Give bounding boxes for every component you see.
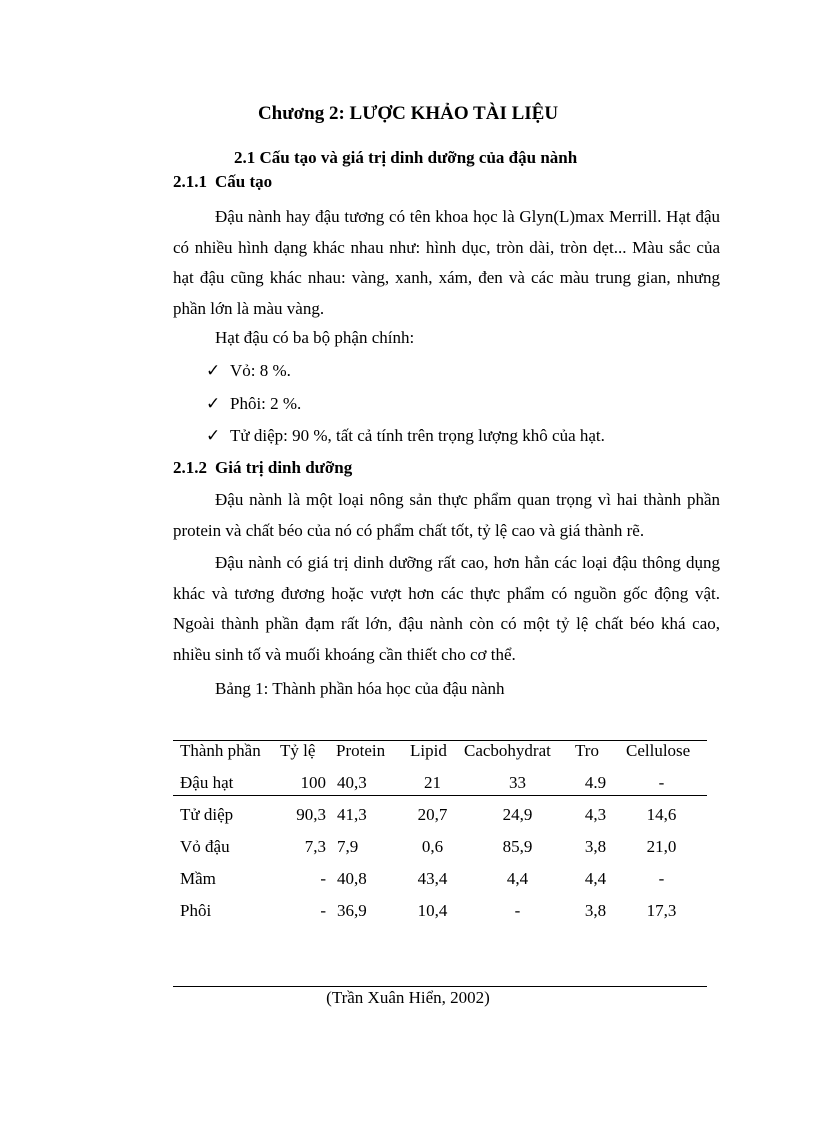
table-row: [173, 837, 707, 869]
bullet-text: Vỏ: 8 %.: [230, 361, 291, 380]
table-header-cell: Lipid: [410, 741, 447, 760]
table-caption: Bảng 1: Thành phần hóa học của đậu nành: [215, 679, 505, 698]
table-header-row: [173, 741, 707, 773]
table-cell: 4,3: [584, 805, 607, 824]
bullet-item: [206, 394, 301, 414]
table-cell: Phôi: [180, 901, 212, 920]
chapter-title: Chương 2: LƯỢC KHẢO TÀI LIỆU: [257, 103, 559, 124]
table-row: [173, 869, 707, 901]
subsection-title: Cấu tạo: [215, 172, 273, 191]
table-cell: 40,3: [337, 773, 367, 792]
table-header-rule: [173, 795, 707, 796]
subsection-title: Giá trị dinh dưỡng: [215, 458, 353, 477]
section-title: 2.1 Cấu tạo và giá trị dinh dưỡng của đậu nành: [234, 148, 578, 167]
table-cell: 85,9: [502, 837, 533, 856]
table-cell: 36,9: [337, 901, 367, 920]
table-header-cell: Cacbohydrat: [464, 741, 551, 760]
table-cell: Đậu hạt: [180, 773, 234, 792]
parts-intro: Hạt đậu có ba bộ phận chính:: [215, 328, 415, 347]
bullet-text: Tử diệp: 90 %, tất cả tính trên trọng lượng khô của hạt.: [230, 426, 605, 445]
table-row: [173, 773, 707, 805]
table-cell: 3,8: [584, 837, 607, 856]
table-row: [173, 805, 707, 837]
checkmark-icon: ✓: [206, 426, 221, 445]
table-cell: 43,4: [417, 869, 448, 888]
table-cell: 7,3: [304, 837, 326, 856]
bullet-item: [206, 361, 291, 381]
table-cell: 4,4: [584, 869, 607, 888]
table-cell: 24,9: [502, 805, 533, 824]
composition-table: [173, 741, 707, 933]
table-cell: Vỏ đậu: [180, 837, 230, 856]
table-cell: 90,3: [296, 805, 326, 824]
table-cell: 100: [300, 773, 326, 792]
paragraph-structure: Đậu nành hay đậu tương có tên khoa học là Glyn(L)max Merrill. Hạt đậu có nhiều hình dạng khác nhau như: hình dục, tròn dài, tròn dẹt... Màu sắc của hạt đậu cũng khác nhau: vàng, xanh, xám, đen và các màu trung gian, nhưng phần lớn là màu vàng.: [173, 207, 720, 318]
table-header-cell: Thành phần: [180, 741, 261, 760]
table-cell: Mầm: [180, 869, 216, 888]
table-cell: 10,4: [417, 901, 448, 920]
subsection-heading-structure: [173, 172, 272, 192]
table-cell: -: [658, 773, 665, 792]
table-header-cell: Cellulose: [626, 741, 691, 760]
table-cell: -: [320, 901, 326, 920]
table-row: [173, 901, 707, 933]
table-cell: 0,6: [421, 837, 444, 856]
table-header-cell: Tỷ lệ: [280, 741, 316, 760]
table-source: (Trần Xuân Hiển, 2002): [326, 988, 490, 1007]
checkmark-icon: ✓: [206, 361, 221, 380]
bullet-item: [206, 426, 605, 446]
table-cell: 3,8: [584, 901, 607, 920]
paragraph-nutrition-1: Đậu nành là một loại nông sản thực phẩm quan trọng vì hai thành phần protein và chất béo của nó có phẩm chất tốt, tỷ lệ cao và giá thành rẽ.: [173, 490, 720, 540]
subsection-number: 2.1.2: [173, 458, 207, 477]
table-cell: 14,6: [646, 805, 677, 824]
table-cell: 7,9: [337, 837, 359, 856]
paragraph-nutrition-2: Đậu nành có giá trị dinh dưỡng rất cao, hơn hẳn các loại đậu thông dụng khác và tương đương hoặc vượt hơn các thực phẩm có nguồn gốc động vật. Ngoài thành phần đạm rất lớn, đậu nành còn có một tỷ lệ chất béo khá cao, nhiều sinh tố và muối khoáng cần thiết cho cơ thể.: [173, 553, 720, 664]
table-cell: 4.9: [584, 773, 607, 792]
subsection-heading-nutrition: [173, 458, 352, 478]
checkmark-icon: ✓: [206, 394, 221, 413]
table-cell: 17,3: [646, 901, 677, 920]
subsection-number: 2.1.1: [173, 172, 207, 191]
table-cell: 21,0: [646, 837, 677, 856]
bullet-text: Phôi: 2 %.: [230, 394, 302, 413]
table-cell: 33: [509, 773, 526, 792]
table-cell: -: [658, 869, 665, 888]
table-cell: 21: [424, 773, 441, 792]
table-cell: Tử diệp: [180, 805, 234, 824]
table-cell: -: [514, 901, 521, 920]
table-cell: 41,3: [337, 805, 367, 824]
table-cell: 4,4: [506, 869, 529, 888]
table-cell: 20,7: [417, 805, 448, 824]
table-header-cell: Protein: [336, 741, 386, 760]
table-cell: 40,8: [337, 869, 367, 888]
table-header-cell: Tro: [575, 741, 599, 760]
table-cell: -: [320, 869, 326, 888]
table-bottom-rule: [173, 986, 707, 987]
